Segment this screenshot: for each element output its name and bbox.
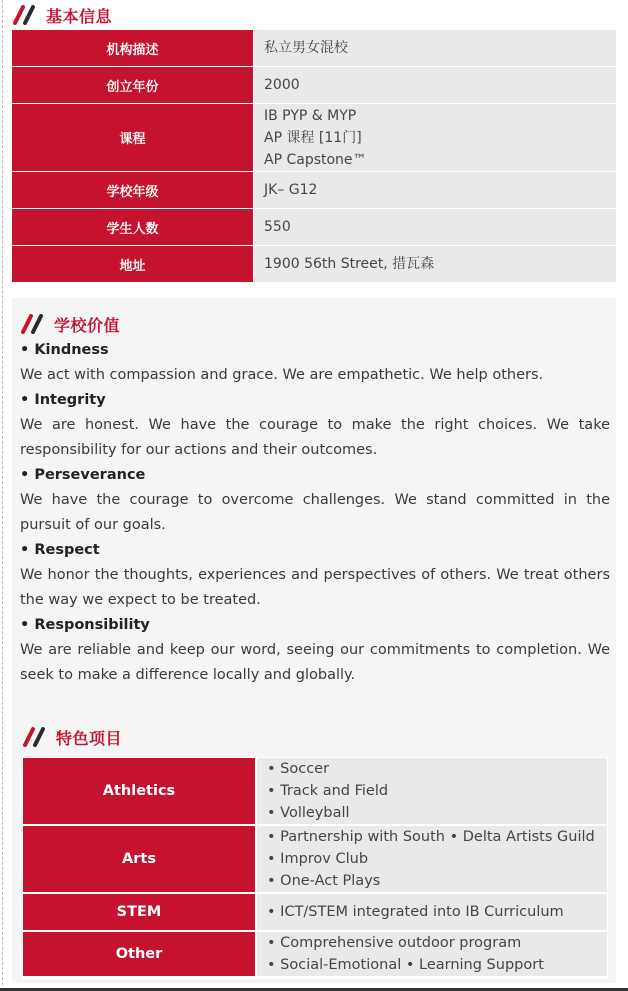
table-row bbox=[12, 30, 616, 67]
values-list bbox=[20, 338, 610, 688]
basic-info-header bbox=[12, 0, 616, 30]
row-value: JK– G12 bbox=[254, 172, 616, 209]
table-row bbox=[12, 172, 616, 209]
dashed-border bbox=[2, 0, 3, 985]
table-row bbox=[12, 67, 616, 104]
row-label: 课程 bbox=[12, 104, 254, 172]
value-text: We are honest. We have the courage to make the right choices. We take responsibility for our actions and their outcomes. bbox=[20, 417, 610, 458]
value-heading: • Respect bbox=[20, 542, 100, 558]
double-slash-icon bbox=[22, 727, 52, 747]
table-row bbox=[12, 246, 616, 283]
featured-programs-title: 特色项目 bbox=[56, 728, 123, 748]
table-row bbox=[12, 104, 616, 172]
value-text: We have the courage to overcome challenges. We stand committed in the pursuit of our goals. bbox=[20, 492, 610, 533]
row-label: 学生人数 bbox=[12, 209, 254, 246]
value-heading: • Perseverance bbox=[20, 467, 146, 483]
double-slash-icon bbox=[12, 5, 42, 25]
row-value: • Soccer • Track and Field • Volleyball bbox=[257, 758, 607, 826]
table-row bbox=[12, 209, 616, 246]
double-slash-icon bbox=[20, 314, 50, 334]
row-label: Arts bbox=[23, 826, 257, 894]
value-heading: • Responsibility bbox=[20, 617, 150, 633]
table-row bbox=[23, 932, 607, 978]
value-heading: • Kindness bbox=[20, 342, 109, 358]
featured-programs-table bbox=[22, 757, 608, 979]
featured-programs-section bbox=[22, 723, 608, 979]
value-heading: • Integrity bbox=[20, 392, 106, 408]
table-row bbox=[23, 826, 607, 894]
row-label: STEM bbox=[23, 894, 257, 932]
row-value: 1900 56th Street, 措瓦森 bbox=[254, 246, 616, 283]
row-value: 550 bbox=[254, 209, 616, 246]
school-values-title: 学校价值 bbox=[54, 315, 121, 335]
school-values-section bbox=[20, 310, 610, 688]
basic-info-table bbox=[12, 30, 616, 283]
row-label: 创立年份 bbox=[12, 67, 254, 104]
school-values-header bbox=[20, 310, 610, 338]
row-value: 私立男女混校 bbox=[254, 30, 616, 67]
basic-info-title: 基本信息 bbox=[46, 6, 113, 26]
value-text: We are reliable and keep our word, seeing our commitments to completion. We seek to make a difference locally and globally. bbox=[20, 642, 610, 683]
content-panel bbox=[12, 298, 616, 983]
row-value: • Comprehensive outdoor program • Social-Emotional • Learning Support bbox=[257, 932, 607, 978]
row-value: 2000 bbox=[254, 67, 616, 104]
row-label: 机构描述 bbox=[12, 30, 254, 67]
row-label: 地址 bbox=[12, 246, 254, 283]
value-text: We honor the thoughts, experiences and perspectives of others. We treat others the way we expect to be treated. bbox=[20, 567, 610, 608]
row-label: Other bbox=[23, 932, 257, 978]
row-value: • Partnership with South • Delta Artists Guild • Improv Club • One-Act Plays bbox=[257, 826, 607, 894]
row-value: IB PYP & MYP AP 课程 [11门] AP Capstone™ bbox=[254, 104, 616, 172]
row-label: Athletics bbox=[23, 758, 257, 826]
featured-programs-header bbox=[22, 723, 608, 751]
row-label: 学校年级 bbox=[12, 172, 254, 209]
table-row bbox=[23, 758, 607, 826]
row-value: • ICT/STEM integrated into IB Curriculum bbox=[257, 894, 607, 932]
table-row bbox=[23, 894, 607, 932]
value-text: We act with compassion and grace. We are empathetic. We help others. bbox=[20, 367, 544, 383]
basic-info-section bbox=[12, 0, 616, 283]
